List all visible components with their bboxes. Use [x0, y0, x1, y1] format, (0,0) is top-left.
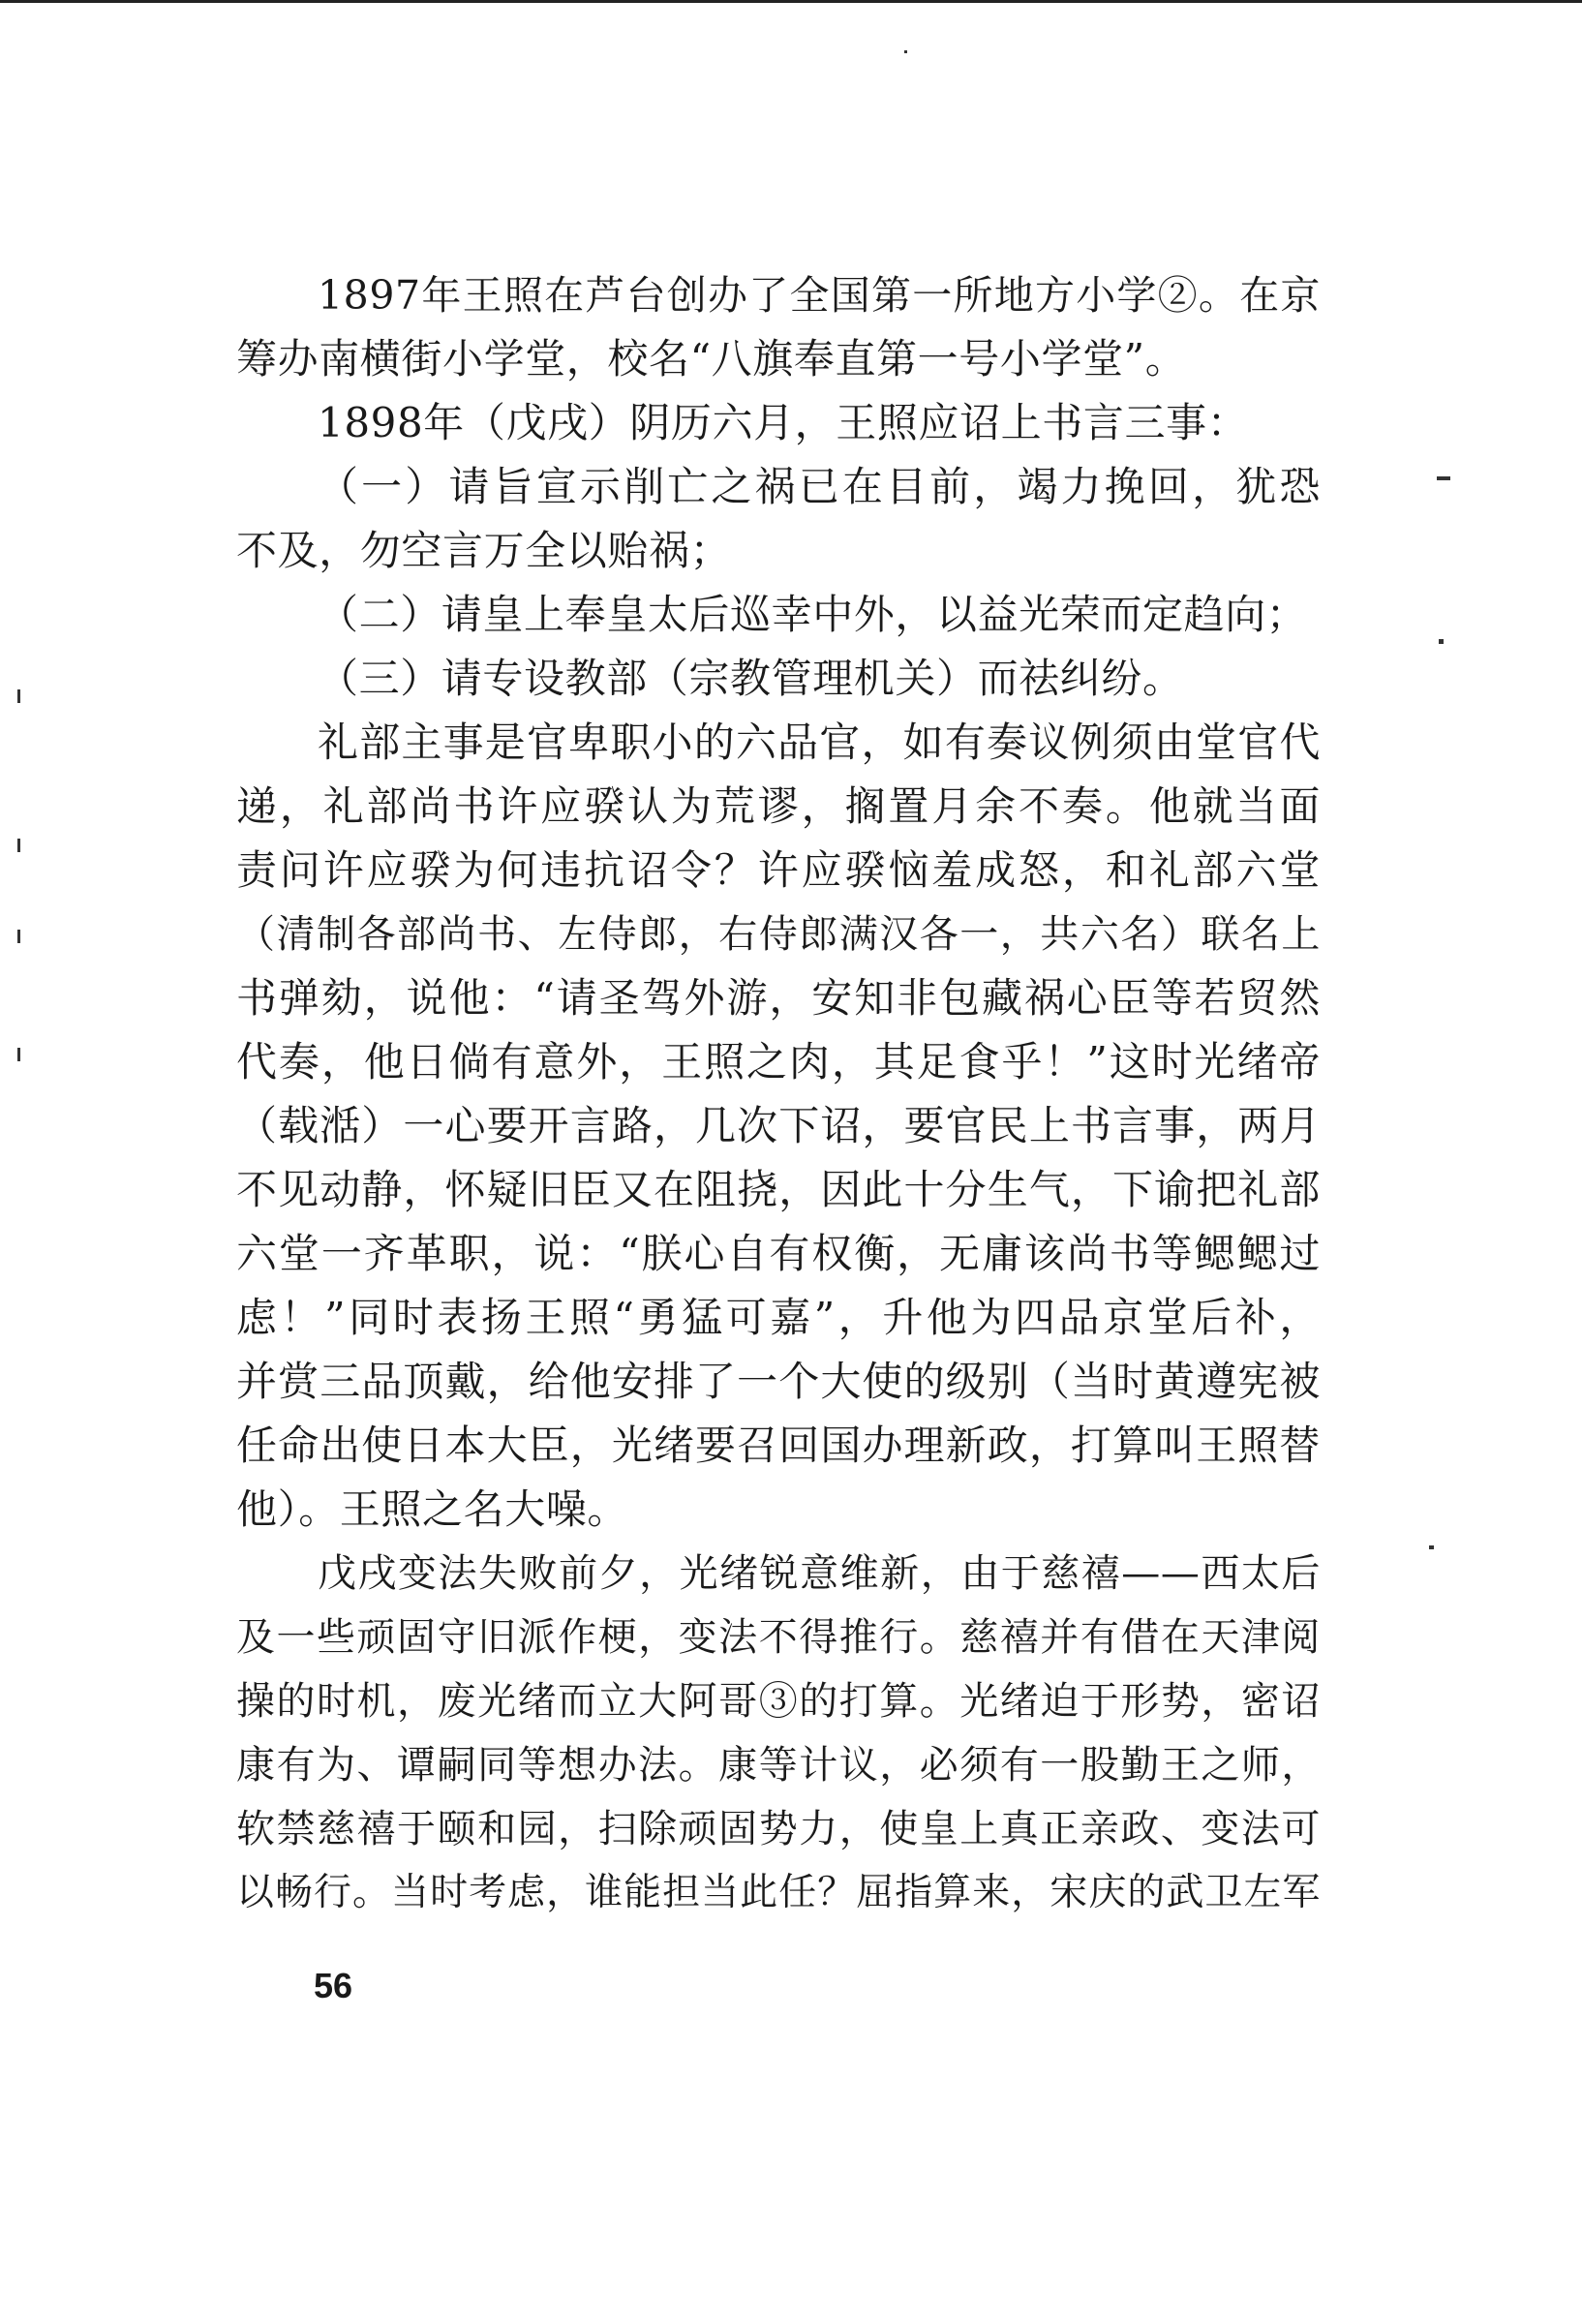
text-line: 1897年王照在芦台创办了全国第一所地方小学②。在京: [318, 272, 1321, 319]
text-line: 康有为、谭嗣同等想办法。康等计议，必须有一股勤王之师，: [236, 1743, 1321, 1788]
text-line: 以畅行。当时考虑，谁能担当此任？屈指算来，宋庆的武卫左军: [236, 1871, 1321, 1914]
page-number: 56: [314, 1966, 353, 2005]
text-line: 戊戌变法失败前夕，光绪锐意维新，由于慈禧——西太后: [318, 1551, 1321, 1596]
text-line: 1898年（戊戌）阴历六月，王照应诏上书言三事：: [318, 399, 1249, 446]
page-body-text: [236, 263, 1321, 1925]
text-line: （一）请旨宣示削亡之祸已在目前，竭力挽回，犹恐: [318, 463, 1321, 510]
text-line: 礼部主事是官卑职小的六品官，如有奏议例须由堂官代: [318, 719, 1321, 766]
text-line: （二）请皇上奉皇太后巡幸中外，以益光荣而定趋向；: [318, 591, 1308, 638]
text-line: （清制各部尚书、左侍郎，右侍郎满汉各一，共六名）联名上: [236, 912, 1321, 957]
scan-speck: [17, 689, 20, 703]
text-line: 任命出使日本大臣，光绪要召回国办理新政，打算叫王照替: [236, 1422, 1321, 1469]
text-line: 六堂一齐革职，说：“朕心自有权衡，无庸该尚书等鳃鳃过: [236, 1230, 1321, 1277]
text-line: 不见动静，怀疑旧臣又在阻挠，因此十分生气，下谕把礼部: [236, 1166, 1321, 1213]
text-line: 代奏，他日倘有意外，王照之肉，其足食乎！”这时光绪帝: [236, 1038, 1321, 1086]
text-line: 及一些顽固守旧派作梗，变法不得推行。慈禧并有借在天津阅: [236, 1615, 1321, 1660]
text-line: 书弹劾，说他：“请圣驾外游，安知非包藏祸心臣等若贸然: [236, 974, 1321, 1022]
text-line: 递，礼部尚书许应骙认为荒谬，搁置月余不奏。他就当面: [236, 782, 1321, 830]
scan-speck: [17, 930, 20, 943]
text-line: 操的时机，废光绪而立大阿哥③的打算。光绪迫于形势，密诏: [236, 1679, 1321, 1724]
text-line: 责问许应骙为何违抗诏令？许应骙恼羞成怒，和礼部六堂: [236, 846, 1321, 894]
text-line: 他）。王照之名大噪。: [236, 1485, 629, 1533]
text-line: 软禁慈禧于颐和园，扫除顽固势力，使皇上真正亲政、变法可: [236, 1807, 1321, 1851]
text-line: （三）请专设教部（宗教管理机关）而祛纠纷。: [318, 655, 1184, 702]
text-line: 筹办南横街小学堂，校名“八旗奉直第一号小学堂”。: [236, 335, 1187, 382]
text-line: 虑！”同时表扬王照“勇猛可嘉”，升他为四品京堂后补，: [236, 1294, 1321, 1341]
scan-speck: [17, 839, 20, 852]
scan-speck: [1429, 1545, 1434, 1549]
scan-speck: [904, 50, 907, 53]
text-line: （载湉）一心要开言路，几次下诏，要官民上书言事，两月: [236, 1102, 1321, 1149]
scan-speck: [17, 1048, 20, 1061]
scan-speck: [1439, 639, 1444, 644]
text-line: 并赏三品顶戴，给他安排了一个大使的级别（当时黄遵宪被: [236, 1358, 1321, 1405]
scan-top-edge: [0, 0, 1582, 3]
text-line: 不及，勿空言万全以贻祸；: [236, 527, 732, 574]
scan-speck: [1437, 476, 1450, 480]
